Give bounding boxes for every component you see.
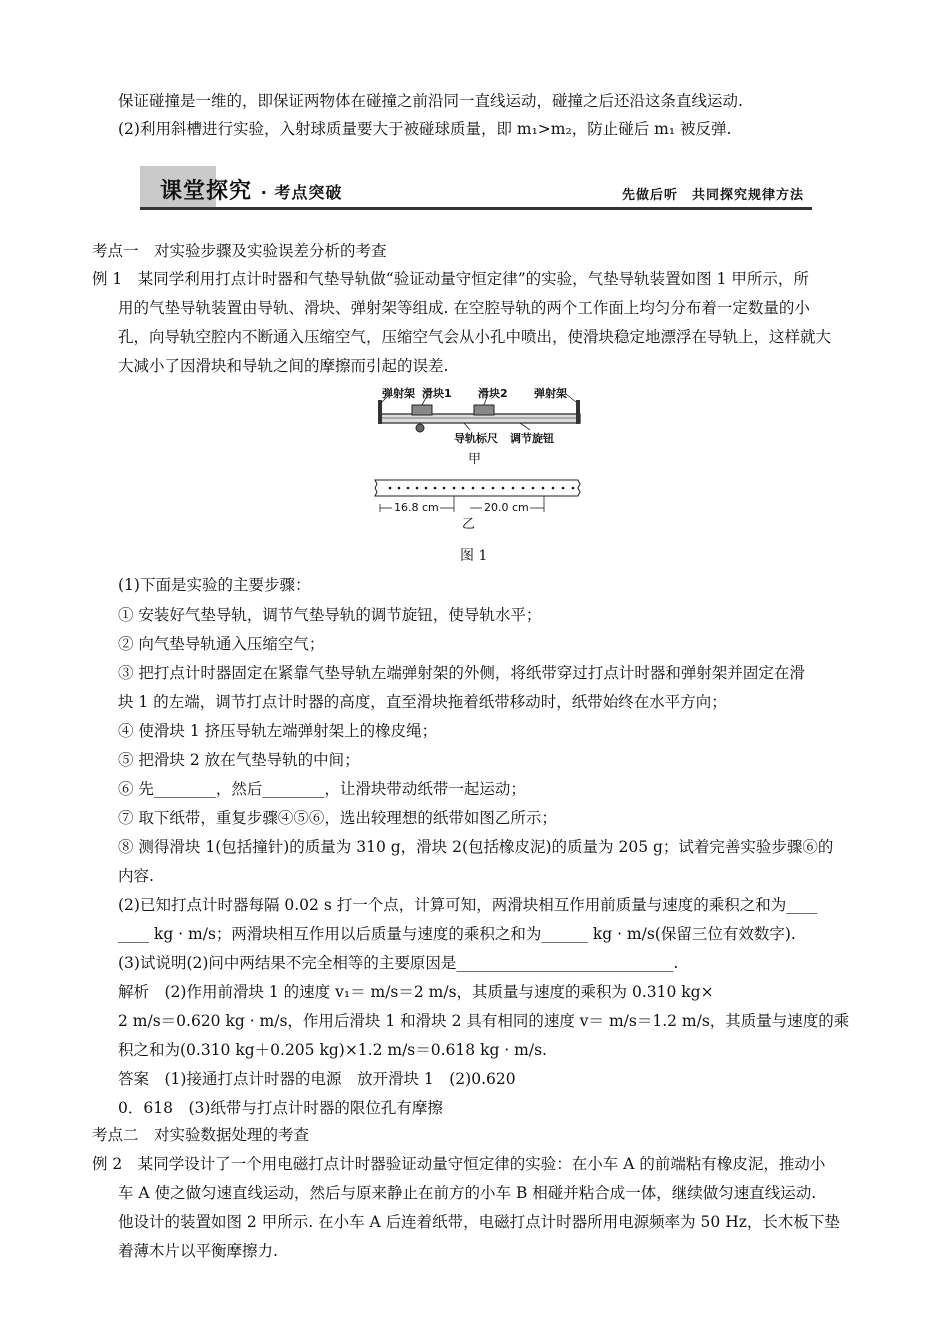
text-line: 大减小了因滑块和导轨之间的摩擦而引起的误差.	[118, 357, 449, 375]
launcher-right	[576, 400, 580, 424]
text-line: (1)下面是实验的主要步骤：	[118, 576, 311, 594]
text-line: ④ 使滑块 1 挤压导轨左端弹射架上的橡皮绳；	[118, 722, 438, 740]
label-jia: 甲	[468, 452, 482, 467]
dimension-1: 16.8 cm	[394, 501, 439, 514]
section-heading: 考点二 对实验数据处理的考查	[92, 1126, 310, 1144]
text-line: 2 m/s＝0.620 kg · m/s，作用后滑块 1 和滑块 2 具有相同的速度 v＝ m/s＝1.2 m/s，其质量与速度的乘	[118, 1012, 850, 1030]
text-line: ① 安装好气垫导轨，调节气垫导轨的调节旋钮，使导轨水平；	[118, 606, 542, 624]
text-line: (2)利用斜槽进行实验，入射球质量要大于被碰球质量，即 m₁>m₂，防止碰后 m₁ 被反弹.	[118, 120, 732, 138]
label-yi: 乙	[462, 517, 476, 532]
paper-tape	[375, 480, 580, 496]
text-line: 内容.	[118, 867, 154, 885]
text-line: ② 向气垫导轨通入压缩空气；	[118, 635, 325, 653]
text-line: ____ kg · m/s；两滑块相互作用以后质量与速度的乘积之和为______ kg · m/s(保留三位有效数字).	[118, 925, 796, 943]
banner-rule	[140, 207, 812, 210]
text-line: 保证碰撞是一维的，即保证两物体在碰撞之前沿同一直线运动，碰撞之后还沿这条直线运动.	[118, 92, 743, 110]
text-line: 用的气垫导轨装置由导轨、滑块、弹射架等组成. 在空腔导轨的两个工作面上均匀分布着一定数量的小	[118, 299, 810, 317]
figure-1	[370, 380, 585, 530]
section-heading: 考点一 对实验步骤及实验误差分析的考查	[92, 242, 387, 260]
text-line: 答案 (1)接通打点计时器的电源 放开滑块 1 (2)0.620	[118, 1070, 516, 1088]
text-line: ⑤ 把滑块 2 放在气垫导轨的中间；	[118, 751, 360, 769]
text-line: 0．618 (3)纸带与打点计时器的限位孔有摩擦	[118, 1099, 443, 1117]
banner-title	[160, 174, 342, 205]
banner-title-sub: · 考点突破	[260, 183, 343, 202]
text-line: 孔，向导轨空腔内不断通入压缩空气，压缩空气会从小孔中喷出，使滑块稳定地漂浮在导轨上，这样就大	[118, 328, 832, 346]
text-line: ③ 把打点计时器固定在紧靠气垫导轨左端弹射架的外侧，将纸带穿过打点计时器和弹射架并固定在滑	[118, 664, 805, 682]
slider-2	[474, 405, 494, 415]
text-line: 块 1 的左端，调节打点计时器的高度，直至滑块拖着纸带移动时，纸带始终在水平方向；	[118, 693, 727, 711]
text-line: 积之和为(0.310 kg＋0.205 kg)×1.2 m/s＝0.618 kg · m/s.	[118, 1041, 547, 1059]
text-line: 他设计的装置如图 2 甲所示. 在小车 A 后连着纸带，电磁打点计时器所用电源频率为 50 Hz，长木板下垫	[118, 1213, 840, 1231]
banner-title-main: 课堂探究	[160, 179, 253, 204]
label-launcher-left: 弹射架	[382, 387, 415, 400]
label-knob: 调节旋钮	[510, 432, 554, 445]
text-line: (2)已知打点计时器每隔 0.02 s 打一个点，计算可知，两滑块相互作用前质量与速度的乘积之和为____	[118, 896, 818, 914]
launcher-left	[378, 400, 382, 424]
text-line: ⑧ 测得滑块 1(包括撞针)的质量为 310 g，滑块 2(包括橡皮泥)的质量为 205 g；试着完善实验步骤⑥的	[118, 838, 834, 856]
text-line: 例 2 某同学设计了一个用电磁打点计时器验证动量守恒定律的实验：在小车 A 的前端粘有橡皮泥，推动小	[92, 1155, 826, 1173]
label-ruler: 导轨标尺	[454, 432, 498, 445]
text-line: 解析 (2)作用前滑块 1 的速度 v₁＝ m/s＝2 m/s，其质量与速度的乘积为 0.310 kg×	[118, 983, 714, 1001]
text-line: 例 1 某同学利用打点计时器和气垫导轨做“验证动量守恒定律”的实验，气垫导轨装置如图 1 甲所示，所	[92, 270, 809, 288]
text-line: ⑦ 取下纸带，重复步骤④⑤⑥，选出较理想的纸带如图乙所示；	[118, 809, 557, 827]
slider-1	[412, 405, 432, 415]
section-banner	[140, 166, 812, 214]
label-launcher-right: 弹射架	[534, 387, 567, 400]
adjust-knob	[416, 424, 424, 432]
figure-caption: 图 1	[460, 548, 488, 564]
text-line: 着薄木片以平衡摩擦力.	[118, 1242, 278, 1260]
text-line: ⑥ 先________，然后________，让滑块带动纸带一起运动；	[118, 780, 526, 798]
label-slider-1: 滑块1	[422, 387, 452, 400]
text-line: 车 A 使之做匀速直线运动，然后与原来静止在前方的小车 B 相碰并粘合成一体，继续做匀速直线运动.	[118, 1184, 817, 1202]
banner-motto: 先做后听 共同探究规律方法	[621, 188, 804, 203]
text-line: (3)试说明(2)问中两结果不完全相等的主要原因是____________________________.	[118, 954, 679, 972]
dimension-2: 20.0 cm	[484, 501, 529, 514]
label-slider-2: 滑块2	[478, 387, 508, 400]
